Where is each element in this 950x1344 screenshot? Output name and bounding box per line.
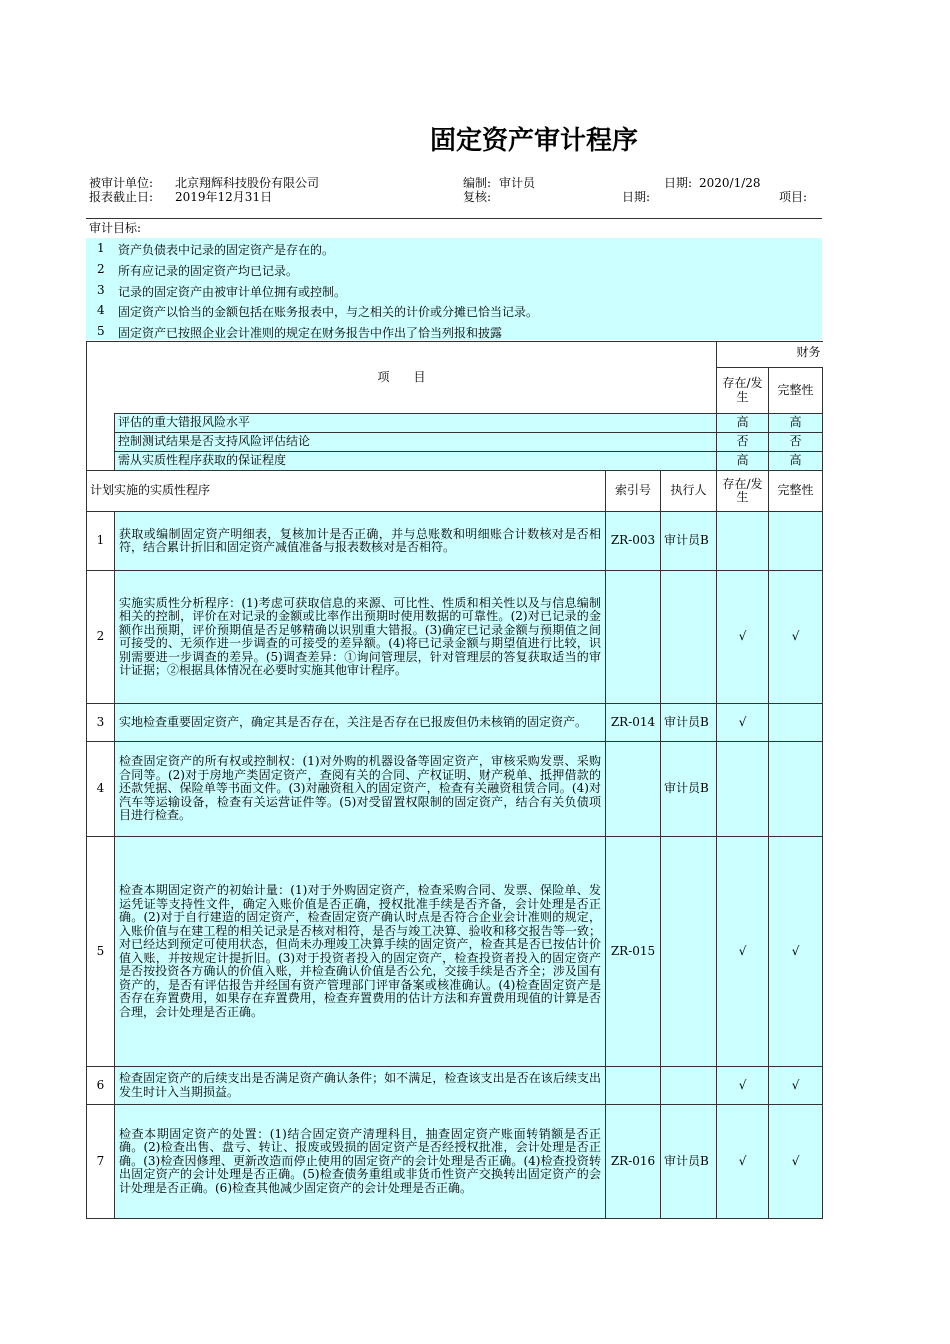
risk-complete: 否 — [769, 433, 823, 452]
audited-unit-label: 被审计单位: — [89, 176, 154, 190]
report-date: 2019年12月31日 — [175, 190, 273, 204]
prepared-by: 审计员 — [499, 176, 536, 190]
procedure-existence: √ — [717, 1105, 769, 1219]
procedure-complete: √ — [769, 571, 823, 704]
procedure-row — [87, 512, 823, 571]
goal-num: 3 — [97, 283, 105, 297]
risk-existence: 高 — [717, 414, 769, 433]
procedure-complete: √ — [769, 837, 823, 1067]
procedure-num: 6 — [87, 1067, 115, 1105]
procedure-row — [87, 1067, 823, 1105]
audit-goals — [86, 238, 822, 340]
audit-procedure-table — [86, 341, 823, 1219]
procedure-exec: 审计员B — [661, 512, 717, 571]
risk-label: 需从实质性程序获取的保证程度 — [115, 452, 717, 471]
procedure-text: 检查固定资产的后续支出是否满足资产确认条件；如不满足，检查该支出是否在该后续支出发生时计入当期损益。 — [115, 1067, 606, 1105]
goal-text: 所有应记录的固定资产均已记录。 — [118, 264, 299, 278]
existence-header: 存在/发生 — [717, 368, 769, 414]
procedure-row — [87, 704, 823, 742]
date2-label: 日期: — [622, 190, 651, 204]
procedure-exec — [661, 837, 717, 1067]
procedure-text: 实地检查重要固定资产，确定其是否存在，关注是否存在已报废但仍未核销的固定资产。 — [115, 704, 606, 742]
procedure-existence: √ — [717, 1067, 769, 1105]
procedure-index — [606, 1067, 661, 1105]
procedure-complete: √ — [769, 1105, 823, 1219]
procedure-text: 实施实质性分析程序：(1)考虑可获取信息的来源、可比性、性质和相关性以及与信息编制相关的控制，评价在对记录的金额或比率作出预期时使用数据的可靠性。(2)对已记录的金额作出预期，评价预期值是否足够精确以识别重大错报。(3)确定已记录金额与预期值之间可接受的、无须作进一步调查的可接受的差异额。(4)将已记录金额与期望值进行比较，识别需要进一步调查的差异。(5)调查差异：①询问管理层，针对管理层的答复获取适当的审计证据；②根据具体情况在必要时实施其他审计程序。 — [115, 571, 606, 704]
procedure-index: ZR-016 — [606, 1105, 661, 1219]
plan-header: 计划实施的实质性程序 — [87, 471, 606, 512]
finance-header-cell — [717, 342, 823, 368]
procedure-complete — [769, 512, 823, 571]
goal-num: 2 — [97, 262, 105, 276]
risk-existence: 否 — [717, 433, 769, 452]
header-divider — [86, 218, 822, 219]
procedure-complete — [769, 742, 823, 837]
procedure-index — [606, 742, 661, 837]
procedure-complete — [769, 704, 823, 742]
goal-num: 4 — [97, 303, 105, 317]
procedure-text: 检查本期固定资产的初始计量：(1)对于外购固定资产，检查采购合同、发票、保险单、发运凭证等支持性文件，确定入账价值是否正确，授权批准手续是否齐备，会计处理是否正确。(2)对于自行建造的固定资产，检查固定资产确认时点是否符合企业会计准则的规定，入账价值与在建工程的相关记录是否核对相符，是否与竣工决算、验收和移交报告等一致；对已经达到预定可使用状态，但尚未办理竣工决算手续的固定资产，检查其是否已按估计价值入账，并按规定计提折旧。(3)对于投资者投入的固定资产，检查投资者投入的固定资产是否按投资各方确认的价值入账，并检查确认价值是否公允，交接手续是否齐全；涉及国有资产的，是否有评估报告并经国有资产管理部门评审备案或核准确认。(4)检查固定资产是否存在弃置费用，如果存在弃置费用，检查弃置费用的估计方法和弃置费用现值的计算是否合理，会计处理是否正确。 — [115, 837, 606, 1067]
procedure-num: 3 — [87, 704, 115, 742]
procedure-text: 检查本期固定资产的处置：(1)结合固定资产清理科目，抽查固定资产账面转销额是否正确。(2)检查出售、盘亏、转让、报废或毁损的固定资产是否经授权批准，会计处理是否正确。(3)检查因修理、更新改造而停止使用的固定资产的会计处理是否正确。(4)检查投资转出固定资产的会计处理是否正确。(5)检查债务重组或非货币性资产交换转出固定资产的会计处理是否正确。(6)检查其他减少固定资产的会计处理是否正确。 — [115, 1105, 606, 1219]
procedure-index — [606, 571, 661, 704]
goal-num: 5 — [97, 324, 105, 338]
item-header-cell — [87, 342, 717, 414]
report-date-label: 报表截止日: — [89, 190, 154, 204]
procedure-text: 检查固定资产的所有权或控制权：(1)对外购的机器设备等固定资产，审核采购发票、采购合同等。(2)对于房地产类固定资产，查阅有关的合同、产权证明、财产税单、抵押借款的还款凭据、保险单等书面文件。(3)对融资租入的固定资产，检查有关融资租赁合同。(4)对汽车等运输设备，检查有关运营证件等。(5)对受留置权限制的固定资产，结合有关负债项目进行检查。 — [115, 742, 606, 837]
risk-label: 评估的重大错报风险水平 — [115, 414, 717, 433]
risk-complete: 高 — [769, 452, 823, 471]
procedure-existence — [717, 512, 769, 571]
procedure-exec — [661, 1067, 717, 1105]
index-header: 索引号 — [606, 471, 661, 512]
exec-header: 执行人 — [661, 471, 717, 512]
finance-header: 财务 — [796, 346, 821, 359]
procedure-exec: 审计员B — [661, 704, 717, 742]
goal-num: 1 — [97, 241, 105, 255]
procedure-exec: 审计员B — [661, 1105, 717, 1219]
risk-row — [87, 433, 823, 452]
procedure-row — [87, 571, 823, 704]
audited-unit: 北京翔辉科技股份有限公司 — [175, 176, 320, 190]
procedure-exec — [661, 571, 717, 704]
procedure-index: ZR-003 — [606, 512, 661, 571]
procedure-exec: 审计员B — [661, 742, 717, 837]
risk-complete: 高 — [769, 414, 823, 433]
procedure-num: 5 — [87, 837, 115, 1067]
risk-row — [87, 414, 823, 433]
procedure-row — [87, 837, 823, 1067]
risk-existence: 高 — [717, 452, 769, 471]
plan-header-row — [87, 471, 823, 512]
prepared-label: 编制: — [463, 176, 492, 190]
date1-label: 日期: — [664, 176, 693, 190]
procedure-existence: √ — [717, 571, 769, 704]
date1: 2020/1/28 — [699, 176, 761, 190]
page-title: 固定资产审计程序 — [429, 126, 638, 156]
review-label: 复核: — [463, 190, 492, 204]
procedure-num: 2 — [87, 571, 115, 704]
procedure-existence: √ — [717, 704, 769, 742]
procedure-existence: √ — [717, 837, 769, 1067]
risk-row — [87, 452, 823, 471]
existence-header-2: 存在/发生 — [717, 471, 769, 512]
procedure-row — [87, 742, 823, 837]
procedure-text: 获取或编制固定资产明细表，复核加计是否正确，并与总账数和明细账合计数核对是否相符，结合累计折旧和固定资产减值准备与报表数核对是否相符。 — [115, 512, 606, 571]
goals-label: 审计目标: — [89, 221, 142, 235]
goal-text: 记录的固定资产由被审计单位拥有或控制。 — [118, 285, 347, 299]
item-header: 项 目 — [377, 369, 426, 384]
goal-text: 资产负债表中记录的固定资产是存在的。 — [118, 243, 335, 257]
completeness-header-2: 完整性 — [769, 471, 823, 512]
completeness-header: 完整性 — [769, 368, 823, 414]
procedure-row — [87, 1105, 823, 1219]
goal-text: 固定资产以恰当的金额包括在账务报表中，与之相关的计价或分摊已恰当记录。 — [118, 305, 539, 319]
procedure-index: ZR-014 — [606, 704, 661, 742]
procedure-num: 1 — [87, 512, 115, 571]
item-label: 项目: — [779, 190, 808, 204]
goal-text: 固定资产已按照企业会计准则的规定在财务报告中作出了恰当列报和披露 — [118, 326, 503, 340]
risk-label: 控制测试结果是否支持风险评估结论 — [115, 433, 717, 452]
procedure-index: ZR-015 — [606, 837, 661, 1067]
procedure-complete: √ — [769, 1067, 823, 1105]
procedure-num: 7 — [87, 1105, 115, 1219]
procedure-num: 4 — [87, 742, 115, 837]
procedure-existence — [717, 742, 769, 837]
